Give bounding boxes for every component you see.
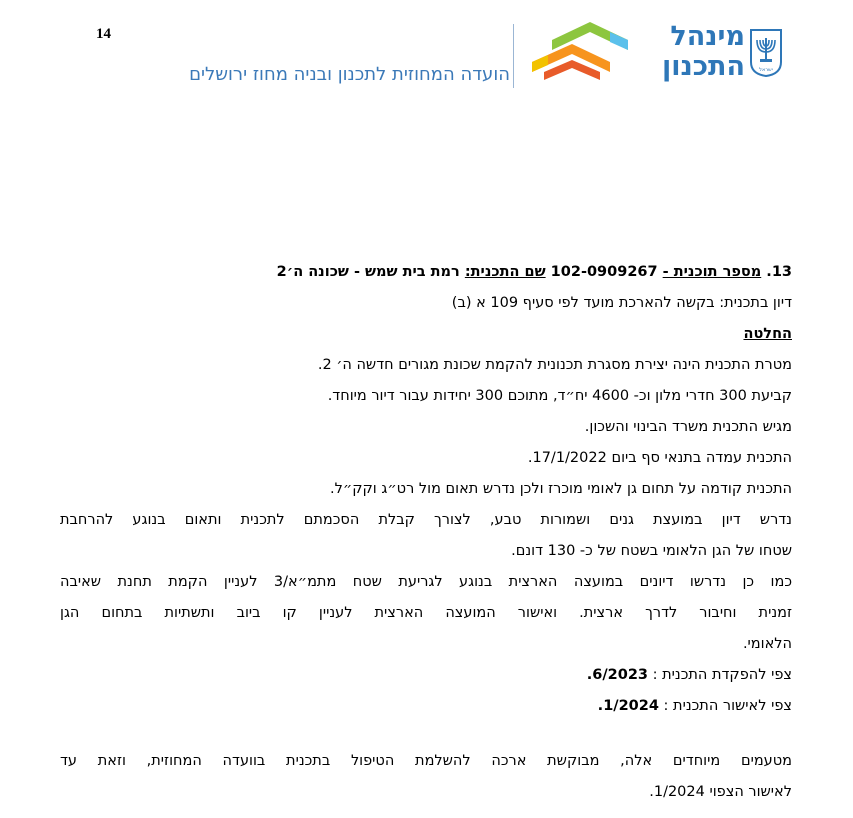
closing-line: מטעמים מיוחדים אלה, מבוקשת ארכה להשלמת הטיפול בתכנית בוועדה המחוזית, וזאת עד [60,753,792,769]
parks-paragraph-line: שטחו של הגן הלאומי בשטח של כ- 130 דונם. [511,543,792,559]
approval-label: צפי לאישור התכנית : [663,698,792,714]
planning-logo-icon [530,20,650,88]
plan-title-line [60,257,792,288]
decision-line: התכנית קודמה על תחום גן לאומי מוכרז ולכן נדרש תאום מול רט״ג וקק״ל. [330,481,792,497]
council-paragraph-line: כמו כן נדרשו דיונים במועצה הארצית בנוגע לגריעת שטח מתמ״א/3 לעניין הקמת תחנת שאיבה [60,574,792,590]
discussion-label: דיון בתכנית: [719,295,792,311]
plan-number-label: מספר תוכנית - [662,264,762,280]
parks-paragraph-line: נדרש דיון במועצת גנים ושמורות טבע, לצורך קבלת הסכמתם לתכנית ותאום בנוגע להרחבת [60,512,792,528]
decision-line: מגיש התכנית משרד הבינוי והשכון. [584,419,792,435]
plan-section [60,257,792,808]
deposit-forecast [60,660,792,691]
plan-name-value: רמת בית שמש - שכונה ה׳2 [276,264,460,280]
approval-value: 1/2024. [597,698,659,714]
svg-text:ישראל: ישראל [759,67,773,73]
item-number: 13. [766,264,792,280]
decision-line: התכנית עמדה בתנאי סף ביום 17/1/2022. [527,450,792,466]
state-emblem-icon [748,28,784,78]
deposit-value: 6/2023. [586,667,649,683]
approval-forecast [60,691,792,722]
decision-line: קביעת 300 חדרי מלון וכ- 4600 יח״ד, מתוכם 300 יחידות עבור דיור מיוחד. [327,388,792,404]
header-divider [513,24,514,88]
planning-logo-text [650,22,745,82]
council-paragraph-line: זמנית וחיבור לדרך ארצית. ואישור המועצה הארצית לעניין קו ביוב ותשתיות בתחום הגן [60,605,792,621]
spacer [60,722,792,746]
committee-title: הועדה המחוזית לתכנון ובניה מחוז ירושלים [189,64,510,85]
discussion-value: בקשה להארכת מועד לפי סעיף 109 א (ב) [451,295,715,311]
logo-line-1: מינהל [670,21,745,52]
discussion-line [60,288,792,319]
page-number: 14 [96,26,111,42]
decision-heading: החלטה [743,326,792,342]
logo-line-2: התכנון [661,51,745,82]
plan-name-label: שם התכנית: [464,264,546,280]
decision-line: מטרת התכנית הינה יצירת מסגרת תכנונית להקמת שכונת מגורים חדשה ה׳ 2. [317,357,792,373]
deposit-label: צפי להפקדת התכנית : [652,667,792,683]
council-paragraph-line: הלאומי. [742,636,792,652]
plan-number-value: 102-0909267 [550,264,658,280]
closing-line: לאישור הצפוי 1/2024. [649,784,792,800]
